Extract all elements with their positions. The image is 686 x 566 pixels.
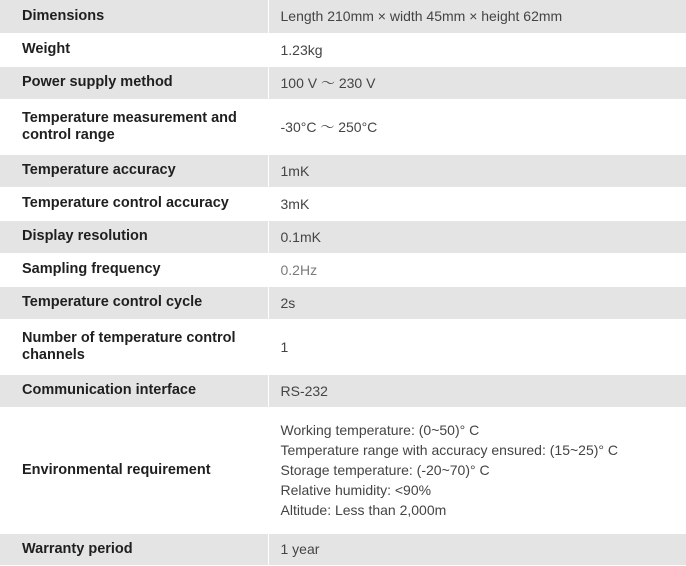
spec-row-communication-interface bbox=[0, 374, 686, 407]
spec-label: Display resolution bbox=[0, 220, 268, 253]
spec-row-temperature-accuracy bbox=[0, 154, 686, 187]
spec-label: Dimensions bbox=[0, 0, 268, 33]
spec-value: 2s bbox=[281, 293, 686, 313]
spec-label: Environmental requirement bbox=[0, 407, 268, 533]
spec-value: -30°C ～ 250°C bbox=[281, 117, 686, 137]
spec-value: Length 210mm × width 45mm × height 62mm bbox=[281, 6, 686, 26]
spec-row-power-supply bbox=[0, 66, 686, 99]
spec-label: Temperature control cycle bbox=[0, 286, 268, 319]
spec-row-warranty-period bbox=[0, 533, 686, 565]
spec-value: 1mK bbox=[281, 161, 686, 181]
spec-row-control-accuracy bbox=[0, 187, 686, 220]
spec-value: 3mK bbox=[281, 194, 686, 214]
spec-row-weight bbox=[0, 33, 686, 66]
spec-label: Power supply method bbox=[0, 66, 268, 99]
spec-value: 1.23kg bbox=[281, 40, 686, 60]
spec-label: Temperature measurement and control range bbox=[0, 99, 268, 154]
spec-value-line: Working temperature: (0~50)° C bbox=[281, 420, 686, 440]
spec-value-line: Altitude: Less than 2,000m bbox=[281, 500, 686, 520]
spec-label: Number of temperature control channels bbox=[0, 319, 268, 374]
spec-label: Weight bbox=[0, 33, 268, 66]
spec-value: 1 year bbox=[281, 539, 686, 559]
spec-label: Communication interface bbox=[0, 374, 268, 407]
spec-row-sampling-frequency bbox=[0, 253, 686, 286]
spec-value: 0.1mK bbox=[281, 227, 686, 247]
spec-label: Sampling frequency bbox=[0, 253, 268, 286]
spec-label: Warranty period bbox=[0, 533, 268, 565]
spec-label: Temperature control accuracy bbox=[0, 187, 268, 220]
spec-row-control-cycle bbox=[0, 286, 686, 319]
spec-value: RS-232 bbox=[281, 381, 686, 401]
spec-value: 1 bbox=[281, 337, 686, 357]
spec-row-environmental-requirement bbox=[0, 407, 686, 533]
spec-value: 0.2Hz bbox=[281, 260, 686, 280]
spec-row-control-channels bbox=[0, 319, 686, 374]
spec-value-line: Relative humidity: <90% bbox=[281, 480, 686, 500]
spec-value-line: Temperature range with accuracy ensured: (15~25)° C bbox=[281, 440, 686, 460]
spec-label: Temperature accuracy bbox=[0, 154, 268, 187]
spec-row-dimensions bbox=[0, 0, 686, 33]
spec-value-line: Storage temperature: (-20~70)° C bbox=[281, 460, 686, 480]
spec-row-display-resolution bbox=[0, 220, 686, 253]
spec-row-temperature-range bbox=[0, 99, 686, 154]
spec-value: 100 V ～ 230 V bbox=[281, 73, 686, 93]
